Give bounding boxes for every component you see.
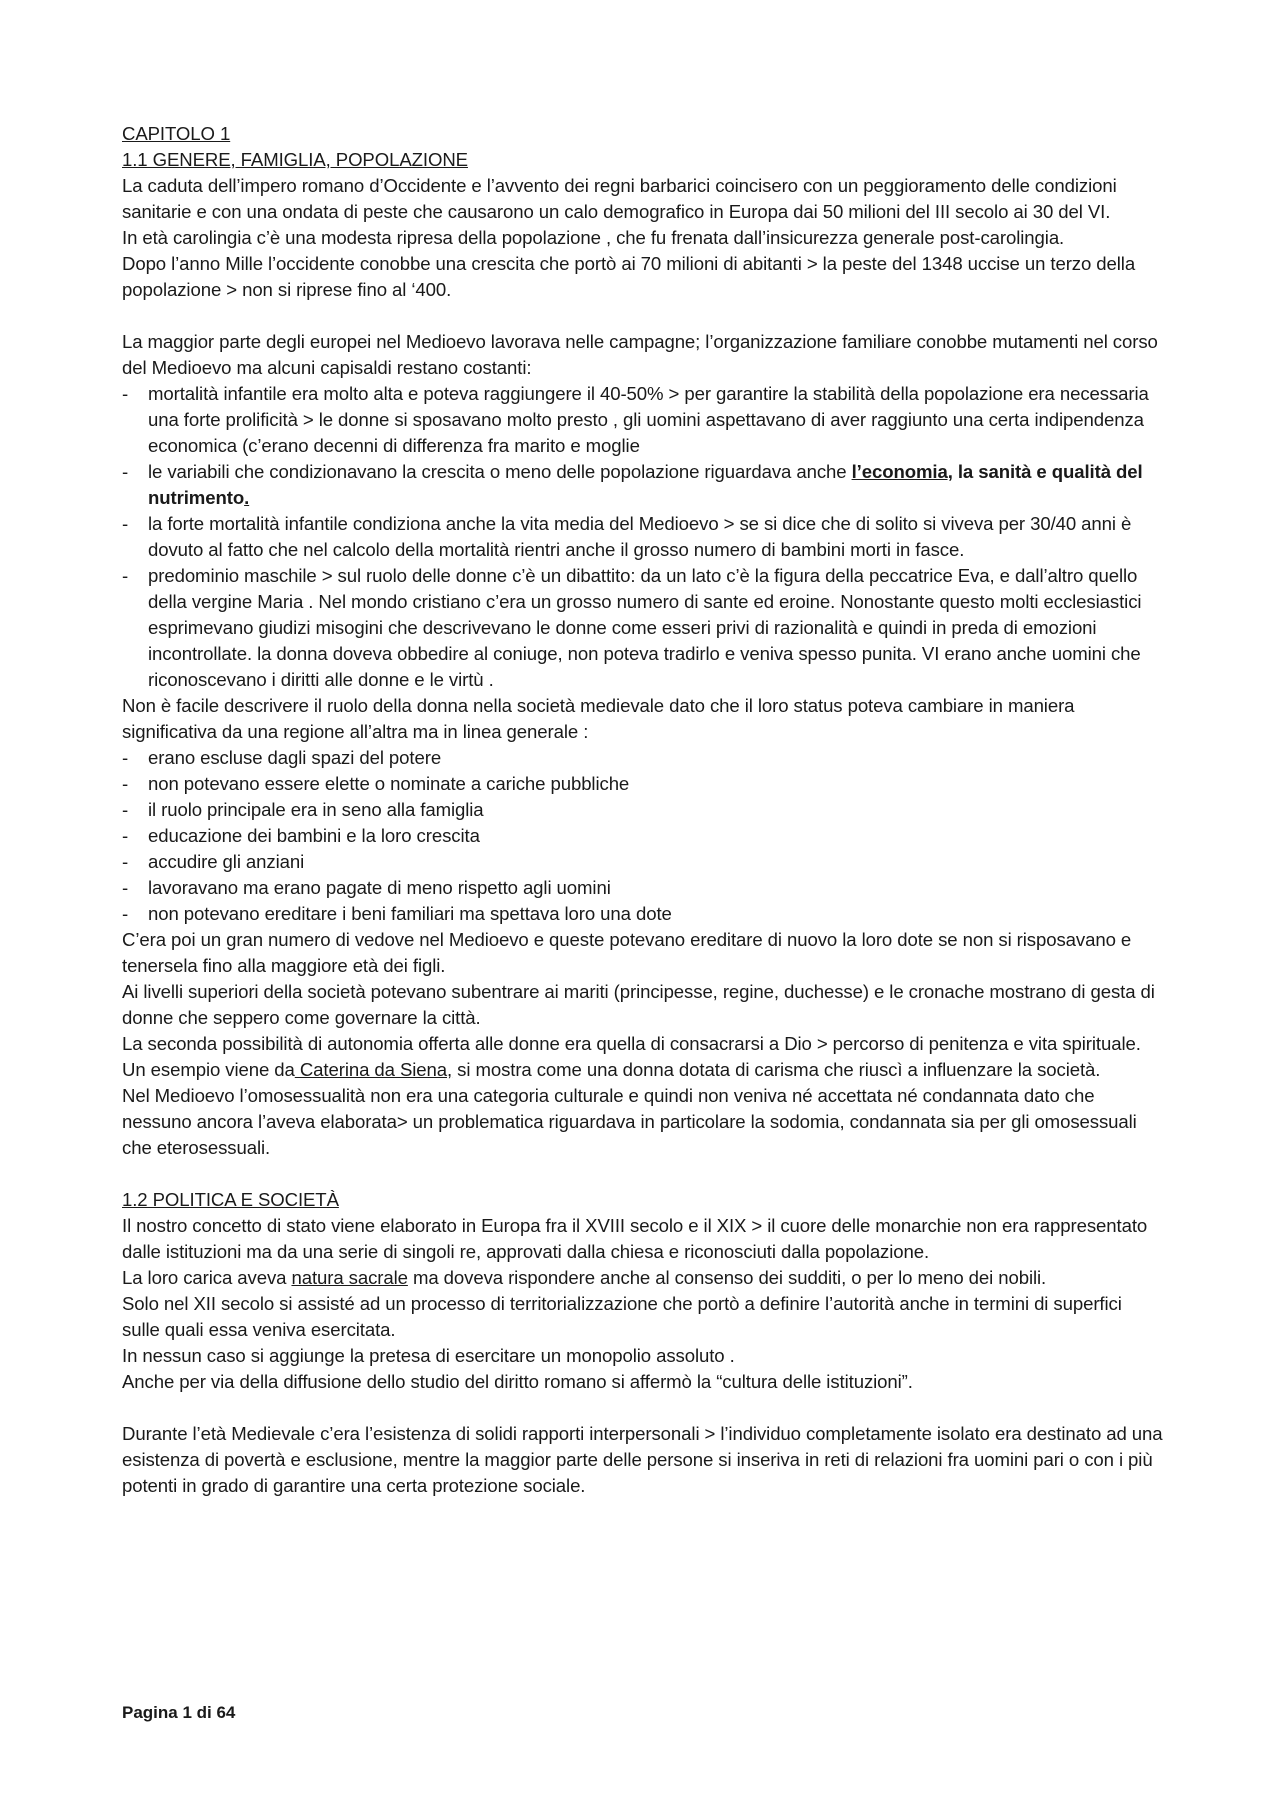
paragraph: In età carolingia c’è una modesta ripresa della popolazione , che fu frenata dall’insicurezza generale post-carolingia. xyxy=(122,227,1065,248)
women-role-list xyxy=(122,745,1164,927)
bold-text: la sanità e qualità del nutrimento xyxy=(148,461,1143,508)
underlined-term: natura sacrale xyxy=(291,1267,408,1288)
paragraph: La seconda possibilità di autonomia offerta alle donne era quella di consacrarsi a Dio > percorso di penitenza e vita spirituale. xyxy=(122,1033,1141,1054)
list-item: - non potevano ereditare i beni familiari ma spettava loro una dote xyxy=(122,901,1164,927)
spacer xyxy=(122,1395,1164,1421)
paragraph: Ai livelli superiori della società potevano subentrare ai mariti (principesse, regine, duchesse) e le cronache mostrano di gesta di donne che seppero come governare la città. xyxy=(122,981,1155,1028)
bold-underlined-text: l’economia, xyxy=(851,461,953,482)
paragraph: La caduta dell’impero romano d’Occidente e l’avvento dei regni barbarici coincisero con un peggioramento delle condizioni sanitarie e con una ondata di peste che causarono un calo demografico in Europa dai 50 milioni del III secolo ai 30 del VI. xyxy=(122,175,1117,222)
paragraph: La maggior parte degli europei nel Medioevo lavorava nelle campagne; l’organizzazione familiare conobbe mutamenti nel corso del Medioevo ma alcuni capisaldi restano costanti: xyxy=(122,331,1158,378)
spacer xyxy=(122,303,1164,329)
list-item: - la forte mortalità infantile condiziona anche la vita media del Medioevo > se si dice che di solito si viveva per 30/40 anni è dovuto al fatto che nel calcolo della mortalità rientri anche il grosso numero di bambini morti in fasce. xyxy=(122,511,1164,563)
paragraph: Durante l’età Medievale c’era l’esistenza di solidi rapporti interpersonali > l’individuo completamente isolato era destinato ad una esistenza di povertà e esclusione, mentre la maggior parte delle persone si inseriva in reti di relazioni fra uomini pari o con i più potenti in grado di garantire una certa protezione sociale. xyxy=(122,1423,1163,1496)
paragraph: Il nostro concetto di stato viene elaborato in Europa fra il XVIII secolo e il XIX > il cuore delle monarchie non era rappresentato dalle istituzioni ma da una serie di singoli re, approvati dalla chiesa e riconosciuti dalla popolazione. xyxy=(122,1215,1148,1262)
list-item: - mortalità infantile era molto alta e poteva raggiungere il 40-50% > per garantire la stabilità della popolazione era necessaria una forte prolificità > le donne si sposavano molto presto , gli uomini aspettavano di aver raggiunto una certa indipendenza economica (c’erano decenni di differenza fra marito e moglie xyxy=(122,381,1164,459)
list-item: - erano escluse dagli spazi del potere xyxy=(122,745,1164,771)
paragraph-text: Un esempio viene da xyxy=(122,1059,295,1080)
paragraph xyxy=(122,1057,1164,1083)
bold-underlined-period: . xyxy=(244,487,250,508)
paragraph xyxy=(122,1265,1164,1291)
chapter-title: CAPITOLO 1 xyxy=(122,123,231,144)
paragraph: Nel Medioevo l’omosessualità non era una categoria culturale e quindi non veniva né accettata né condannata dato che nessuno ancora l’aveva elaborata> un problematica riguardava in particolare la sodomia, condannata sia per gli omosessuali che eterosessuali. xyxy=(122,1085,1137,1158)
paragraph: In nessun caso si aggiunge la pretesa di esercitare un monopolio assoluto . xyxy=(122,1345,735,1366)
paragraph: Solo nel XII secolo si assisté ad un processo di territorializzazione che portò a definire l’autorità anche in termini di superfici sulle quali essa veniva esercitata. xyxy=(122,1293,1122,1340)
paragraph-text: ma doveva rispondere anche al consenso dei sudditi, o per lo meno dei nobili. xyxy=(407,1267,1047,1288)
paragraph-text: si mostra come una donna dotata di carisma che riuscì a influenzare la società. xyxy=(452,1059,1101,1080)
page-number: Pagina 1 di 64 xyxy=(122,1703,236,1722)
paragraph: Anche per via della diffusione dello studio del diritto romano si affermò la “cultura delle istituzioni”. xyxy=(122,1371,913,1392)
list-item: - lavoravano ma erano pagate di meno rispetto agli uomini xyxy=(122,875,1164,901)
paragraph: Dopo l’anno Mille l’occidente conobbe una crescita che portò ai 70 milioni di abitanti > la peste del 1348 uccise un terzo della popolazione > non si riprese fino al ‘400. xyxy=(122,253,1136,300)
caterina-da-siena-link: Caterina da Siena, xyxy=(294,1059,453,1080)
paragraph: C’era poi un gran numero di vedove nel Medioevo e queste potevano ereditare di nuovo la loro dote se non si risposavano e tenersela fino alla maggiore età dei figli. xyxy=(122,929,1132,976)
paragraph-text: La loro carica aveva xyxy=(122,1267,292,1288)
list-item: - accudire gli anziani xyxy=(122,849,1164,875)
list-item: - educazione dei bambini e la loro crescita xyxy=(122,823,1164,849)
list-item: - non potevano essere elette o nominate a cariche pubbliche xyxy=(122,771,1164,797)
list-item: - il ruolo principale era in seno alla famiglia xyxy=(122,797,1164,823)
list-item xyxy=(122,459,1164,511)
list-item-text: le variabili che condizionavano la crescita o meno delle popolazione riguardava anche xyxy=(148,461,852,482)
document-page xyxy=(122,121,1164,1499)
list-item: - predominio maschile > sul ruolo delle donne c’è un dibattito: da un lato c’è la figura della peccatrice Eva, e dall’altro quello della vergine Maria . Nel mondo cristiano c’era un grosso numero di sante ed eroine. Nonostante questo molti ecclesiastici esprimevano giudizi misogini che descrivevano le donne come esseri privi di razionalità e quindi in preda di emozioni incontrollate. la donna doveva obbedire al coniuge, non poteva tradirlo e veniva spesso punita. VI erano anche uomini che riconoscevano i diritti alle donne e le virtù . xyxy=(122,563,1164,693)
paragraph: Non è facile descrivere il ruolo della donna nella società medievale dato che il loro status poteva cambiare in maniera significativa da una regione all’altra ma in linea generale : xyxy=(122,695,1075,742)
constants-list xyxy=(122,381,1164,693)
section-heading-1-2: 1.2 POLITICA E SOCIETÀ xyxy=(122,1189,339,1210)
section-heading-1-1: 1.1 GENERE, FAMIGLIA, POPOLAZIONE xyxy=(122,149,468,170)
spacer xyxy=(122,1161,1164,1187)
